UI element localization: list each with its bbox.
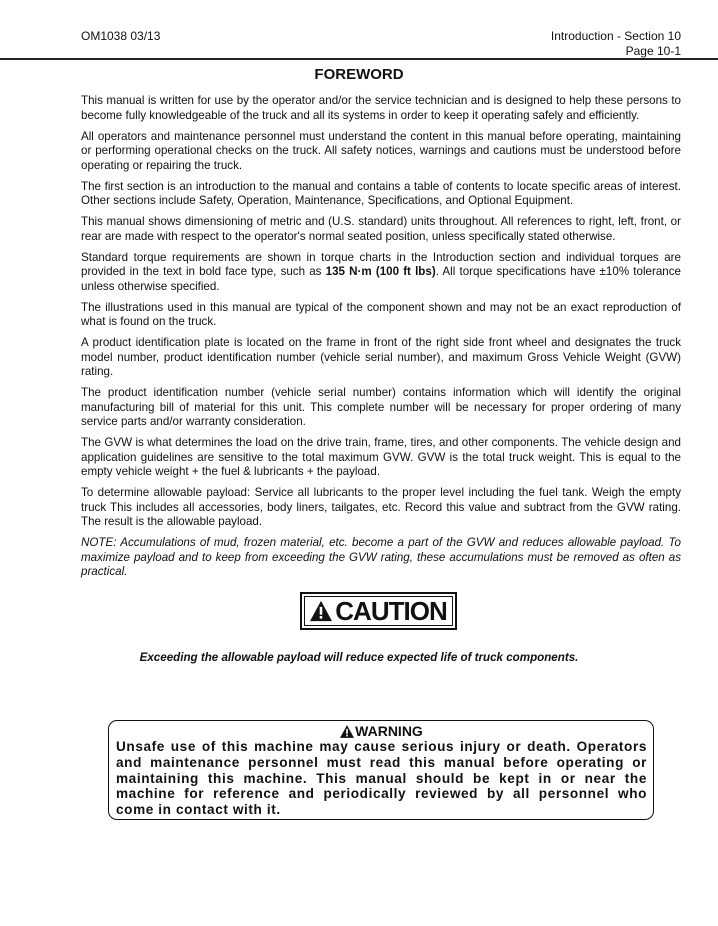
warning-heading xyxy=(116,723,647,739)
paragraph: This manual shows dimensioning of metric and (U.S. standard) units throughout. All references to right, left, front, or rear are made with respect to the operator's normal seated position, unless specifically stated otherwise. xyxy=(81,215,681,243)
page-number: Page 10-1 xyxy=(625,44,681,58)
paragraph: All operators and maintenance personnel must understand the content in this manual before operating, maintaining or performing operational checks on the truck. All safety notices, warnings and cautions must be understood before operating or repairing the truck. xyxy=(81,129,681,172)
caution-message: Exceeding the allowable payload will reduce expected life of truck components. xyxy=(139,651,579,664)
paragraph: The illustrations used in this manual are typical of the component shown and may not be an exact reproduction of what is found on the truck. xyxy=(81,300,681,328)
warning-box xyxy=(108,720,654,820)
paragraph: This manual is written for use by the operator and/or the service technician and is designed to help these persons to become fully knowledgeable of the truck and all its systems in order to keep it operating safely and efficiently. xyxy=(81,94,681,122)
warning-triangle-icon xyxy=(310,600,332,622)
warning-message: Unsafe use of this machine may cause serious injury or death. Operators and maintenance personnel must read this manual before operating or maintaining this machine. This manual should be kept in or near the machine for reference and periodically reviewed by all personnel who come in contact with it. xyxy=(116,739,647,818)
doc-code: OM1038 03/13 xyxy=(81,29,161,43)
torque-text-before: Standard torque requirements are shown in torque charts in the Introduction section and individual torques are provided in the text in bold face type, such as xyxy=(81,250,681,278)
paragraph: The first section is an introduction to the manual and contains a table of contents to locate specific areas of interest. Other sections include Safety, Operation, Maintenance, Specifications, and Optional Equipment. xyxy=(81,179,681,207)
page-title: FOREWORD xyxy=(314,66,404,83)
note-paragraph: NOTE: Accumulations of mud, frozen material, etc. become a part of the GVW and reduces allowable payload. To maximize payload and to keep from exceeding the GVW rating, these accumulations must be removed as often as practical. xyxy=(81,536,681,578)
warning-triangle-icon xyxy=(340,725,354,738)
header-divider xyxy=(0,58,718,60)
paragraph: The GVW is what determines the load on the drive train, frame, tires, and other components. The vehicle design and application guidelines are sensitive to the total maximum GVW. GVW is the total truck weight. This is equal to the empty vehicle weight + the fuel & lubricants + the payload. xyxy=(81,436,681,478)
section-title: Introduction - Section 10 xyxy=(550,29,681,43)
torque-value: 135 N·m (100 ft lbs) xyxy=(325,265,436,278)
paragraph: The product identification number (vehicle serial number) contains information which will identify the original manufacturing bill of material for this unit. This complete number will be necessary for proper ordering of many service parts and/or warranty consideration. xyxy=(81,386,681,428)
paragraph: To determine allowable payload: Service all lubricants to the proper level including the fuel tank. Weigh the empty truck This includes all accessories, body liners, tailgates, etc. Record this value and subtract from the GVW rating. The result is the allowable payload. xyxy=(81,486,681,528)
caution-text: CAUTION xyxy=(335,595,447,626)
paragraph: A product identification plate is located on the frame in front of the right side front wheel and designates the truck model number, product identification number (vehicle serial number), and maximum Gross Vehicle Weight (GVW) rating. xyxy=(81,336,681,378)
foreword-body xyxy=(81,94,681,586)
page-header-right xyxy=(551,29,681,59)
warning-label: WARNING xyxy=(355,723,423,739)
caution-label xyxy=(300,592,457,630)
torque-paragraph xyxy=(81,251,681,295)
torque-text-after: . All torque specifications have ±10% tolerance unless otherwise specified. xyxy=(81,265,681,293)
